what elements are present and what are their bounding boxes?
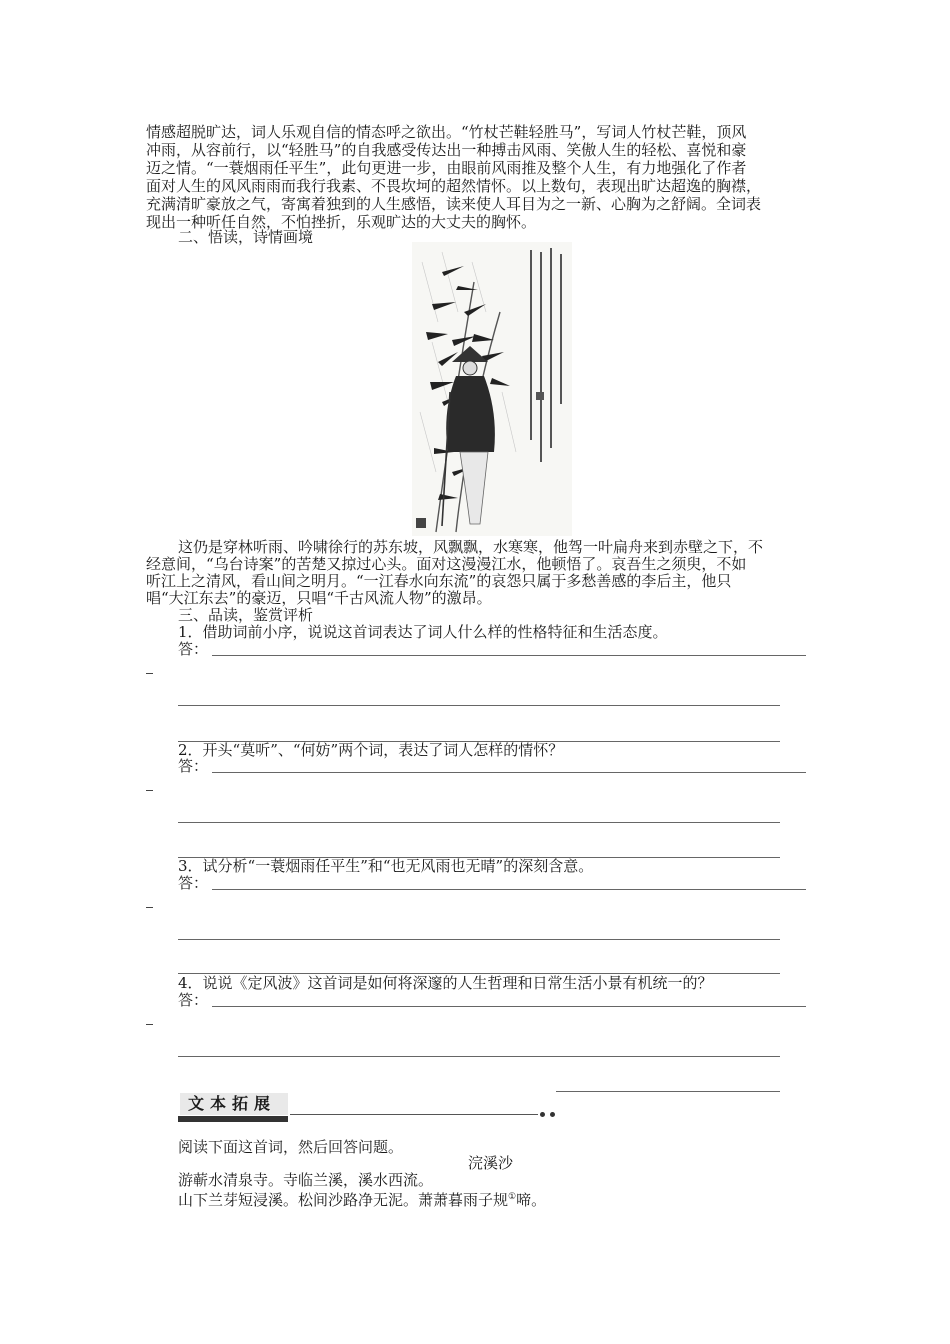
title-dot-1 [540,1112,545,1117]
section3-heading: 三、品读，鉴赏评析 [178,606,314,624]
intro-line-2: 冲雨，从容前行，以“轻胜马”的自我感受传达出一种搏击风雨、笑傲人生的轻松、喜悦和豪 [146,141,747,159]
answer-label-3: 答： [178,874,209,892]
poem-line-1-main: 山下兰芽短浸溪。松间沙路净无泥。萧萧暮雨子规 [178,1191,509,1209]
intro-line-4: 面对人生的风风雨雨而我行我素、不畏坎坷的超然情怀。以上数句，表现出旷达超逸的胸襟， [146,177,762,195]
answer-label-4: 答： [178,991,209,1009]
intro-line-1: 情感超脱旷达，词人乐观自信的情态呼之欲出。“竹杖芒鞋轻胜马”，写词人竹杖芒鞋，顶风 [146,123,747,141]
su-line-2: 经意间，“乌台诗案”的苦楚又掠过心头。面对这漫漫江水，他顿悟了。哀吾生之须臾，不如 [146,555,747,573]
su-line-4: 唱“大江东去”的豪迈，只唱“千古风流人物”的激昂。 [146,589,492,607]
answer-4-dash [146,1024,153,1025]
su-line-1: 这仍是穿林听雨、吟啸徐行的苏东坡，风飘飘，水寒寒，他驾一叶扁舟来到赤壁之下，不 [178,538,764,556]
answer-1-line-2[interactable] [178,705,780,706]
intro-line-6: 现出一种听任自然，不怕挫折，乐观旷达的大丈夫的胸怀。 [146,213,537,231]
poem-preface: 游蕲水清泉寺。寺临兰溪，溪水西流。 [178,1171,434,1189]
poem-line-1 [178,1189,546,1209]
answer-4-line-2[interactable] [178,1056,780,1057]
question-2: 2．开头“莫听”、“何妨”两个词，表达了词人怎样的情怀？ [178,741,564,759]
answer-4-line-1[interactable] [212,1006,806,1007]
intro-line-3: 迈之情。“一蓑烟雨任平生”，此句更进一步，由眼前风雨推及整个人生，有力地强化了作者 [146,159,747,177]
reading-prompt: 阅读下面这首词，然后回答问题。 [178,1138,404,1156]
answer-2-line-1[interactable] [212,772,806,773]
answer-1-dash [146,673,153,674]
title-rule [290,1114,538,1115]
expansion-section-title: 文本拓展 [180,1093,288,1115]
answer-2-line-2[interactable] [178,822,780,823]
question-3: 3．试分析“一蓑烟雨任平生”和“也无风雨也无晴”的深刻含意。 [178,857,594,875]
answer-3-dash [146,907,153,908]
answer-3-line-2[interactable] [178,939,780,940]
poem-footnote-mark[interactable]: ① [508,1192,517,1202]
question-4: 4．说说《定风波》这首词是如何将深邃的人生哲理和日常生活小景有机统一的？ [178,974,713,992]
title-dot-2 [550,1112,555,1117]
title-underline-bar [178,1116,288,1122]
answer-2-dash [146,790,153,791]
answer-1-line-1[interactable] [212,655,806,656]
poem-line-1-end: 啼。 [516,1191,547,1209]
ink-painting-su-dongpo-bamboo-rain-icon [412,242,572,536]
question-1: 1．借助词前小序，说说这首词表达了词人什么样的性格特征和生活态度。 [178,623,668,641]
answer-3-line-1[interactable] [212,889,806,890]
answer-label-1: 答： [178,640,209,658]
answer-4-line-3[interactable] [556,1091,780,1092]
su-line-3: 听江上之清风，看山间之明月。“一江春水向东流”的哀怨只属于多愁善感的李后主，他只 [146,572,732,590]
intro-line-5: 充满清旷豪放之气，寄寓着独到的人生感悟，读来使人耳目为之一新、心胸为之舒阔。全词表 [146,195,762,213]
section2-heading: 二、悟读，诗情画境 [178,228,314,246]
answer-label-2: 答： [178,757,209,775]
poem-title: 浣溪沙 [468,1154,514,1172]
